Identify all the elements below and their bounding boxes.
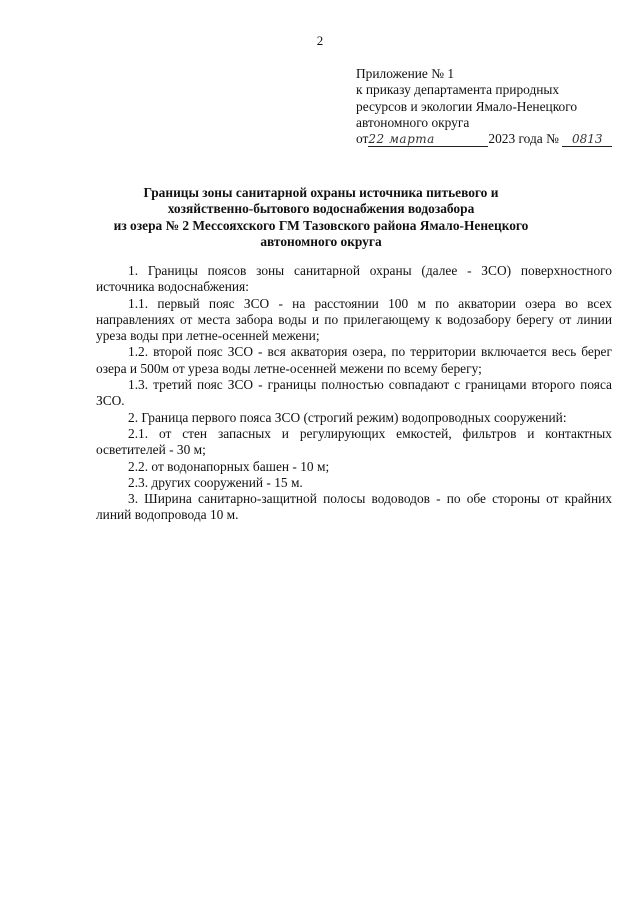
year-text: 2023 года № (488, 131, 559, 147)
appendix-line-4: автономного округа (356, 114, 470, 130)
paragraph-2-2: 2.2. от водонапорных башен - 10 м; (128, 458, 330, 474)
title-line-2: хозяйственно-бытового водоснабжения водозабора (167, 201, 475, 217)
handwritten-date: 22 марта (368, 133, 488, 147)
paragraph-2: 2. Граница первого пояса ЗСО (строгий режим) водопроводных сооружений: (128, 409, 567, 425)
handwritten-order-number: 0813 (562, 133, 612, 147)
document-title (96, 185, 546, 250)
title-line-4: автономного округа (260, 233, 382, 249)
appendix-header (356, 66, 616, 147)
paragraph-1: 1. Границы поясов зоны санитарной охраны (далее - ЗСО) поверхностного источника водоснабжения: (96, 263, 612, 295)
title-line-3: из озера № 2 Мессояхского ГМ Тазовского района Ямало-Ненецкого (113, 217, 529, 233)
title-line-1: Границы зоны санитарной охраны источника питьевого и (143, 185, 499, 200)
page-number: 2 (316, 33, 324, 48)
paragraph-1-3: 1.3. третий пояс ЗСО - границы полностью совпадают с границами второго пояса ЗСО. (96, 377, 612, 409)
document-body (96, 263, 612, 524)
paragraph-2-1: 2.1. от стен запасных и регулирующих емкостей, фильтров и контактных осветителей - 30 м; (96, 425, 612, 458)
appendix-line-2: к приказу департамента природных (356, 82, 560, 98)
order-date-line (356, 131, 616, 147)
paragraph-1-1: 1.1. первый пояс ЗСО - на расстоянии 100 м по акватории озера во всех направлениях от места забора воды и по прилегающему к водозабору берегу от линии уреза воды при летне-осенней межени; (96, 295, 612, 344)
appendix-line-1: Приложение № 1 (356, 66, 455, 81)
date-prefix: от (356, 131, 369, 147)
appendix-line-3: ресурсов и экологии Ямало-Ненецкого (356, 98, 578, 114)
paragraph-2-3: 2.3. других сооружений - 15 м. (128, 474, 303, 490)
paragraph-3: 3. Ширина санитарно-защитной полосы водоводов - по обе стороны от крайних линий водопровода 10 м. (96, 491, 612, 523)
paragraph-1-2: 1.2. второй пояс ЗСО - вся акватория озера, по территории включается весь берег озера и 500м от уреза воды летне-осенней межени по всему берегу; (96, 344, 612, 376)
